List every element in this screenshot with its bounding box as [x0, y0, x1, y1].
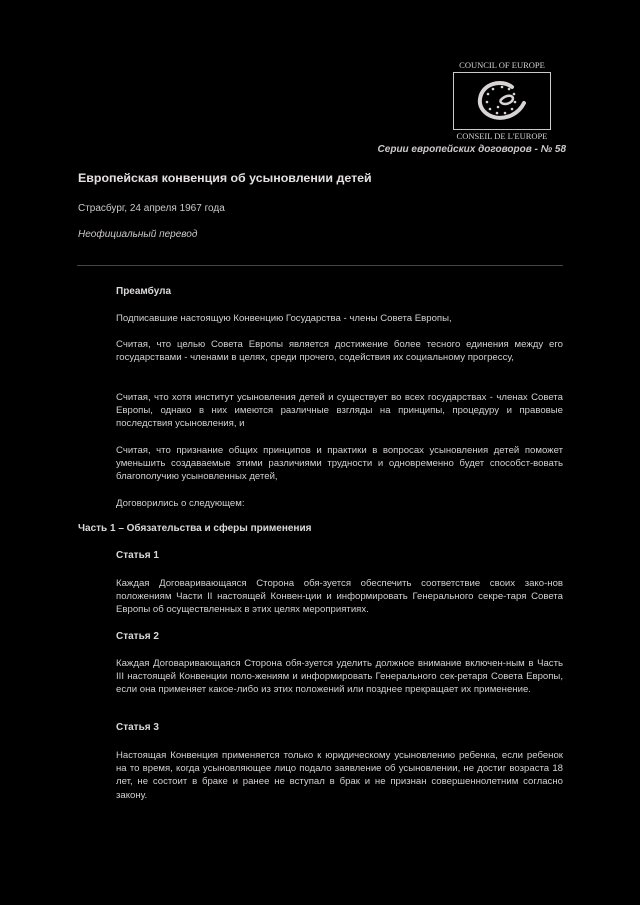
article-1-heading: Статья 1	[116, 550, 159, 561]
part-1-heading: Часть 1 – Обязательства и сферы применения	[78, 523, 312, 534]
preamble-paragraph: Договорились о следующем:	[116, 498, 245, 509]
article-3-heading: Статья 3	[116, 722, 159, 733]
preamble-heading: Преамбула	[116, 286, 172, 297]
logo-bottom-text: CONSEIL DE L'EUROPE	[456, 131, 548, 141]
preamble-paragraph: Подписавшие настоящую Конвенцию Государства - члены Совета Европы,	[116, 313, 452, 324]
treaty-series-label: Серии европейских договоров - № 58	[377, 144, 566, 155]
divider	[77, 265, 563, 266]
council-of-europe-emblem-icon	[453, 72, 551, 130]
document-title: Европейская конвенция об усыновлении детей	[78, 171, 372, 185]
article-2-text: Каждая Договаривающаяся Сторона обя-зуется уделить должное внимание включен-ным в Часть III настоящей Конвенции поло-жениям и информировать Генерального сек-ретаря Совета Европы, если она применяет какое-либо из этих положений или позднее прекращает их применение.	[116, 658, 563, 696]
place-date: Страсбург, 24 апреля 1967 года	[78, 203, 225, 214]
translation-note: Неофициальный перевод	[78, 229, 198, 240]
preamble-paragraph: Считая, что признание общих принципов и практики в вопросах усыновления детей поможет уменьшить создаваемые этими различиями трудности и одновременно будет способст-вовать благополучию усыновленных детей,	[116, 445, 563, 483]
preamble-paragraph: Считая, что хотя институт усыновления детей и существует во всех государствах - членах Совета Европы, однако в них имеются различные взгляды на принципы, процедуру и правовые последствия усыновления, и	[116, 392, 563, 430]
preamble-paragraph: Считая, что целью Совета Европы является достижение более тесного единения между его государствами - членами в целях, среди прочего, содействия их социальному прогрессу,	[116, 339, 563, 364]
article-3-text: Настоящая Конвенция применяется только к юридическому усыновлению ребенка, если ребенок на то время, когда усыновляющее лицо подало заявление об усыновлении, не достиг возраста 18 лет, не состоит в браке и ранее не вступал в брак и не признан совершеннолетним согласно закону.	[116, 750, 563, 801]
council-of-europe-logo	[452, 60, 552, 141]
article-2-heading: Статья 2	[116, 631, 159, 642]
article-1-text: Каждая Договаривающаяся Сторона обя-зуется обеспечить соответствие своих зако-нов положениям Части II настоящей Конвен-ции и информировать Генерального секре-таря Совета Европы об осуществленных в этих целях мероприятиях.	[116, 578, 563, 616]
logo-top-text: COUNCIL OF EUROPE	[459, 60, 545, 70]
